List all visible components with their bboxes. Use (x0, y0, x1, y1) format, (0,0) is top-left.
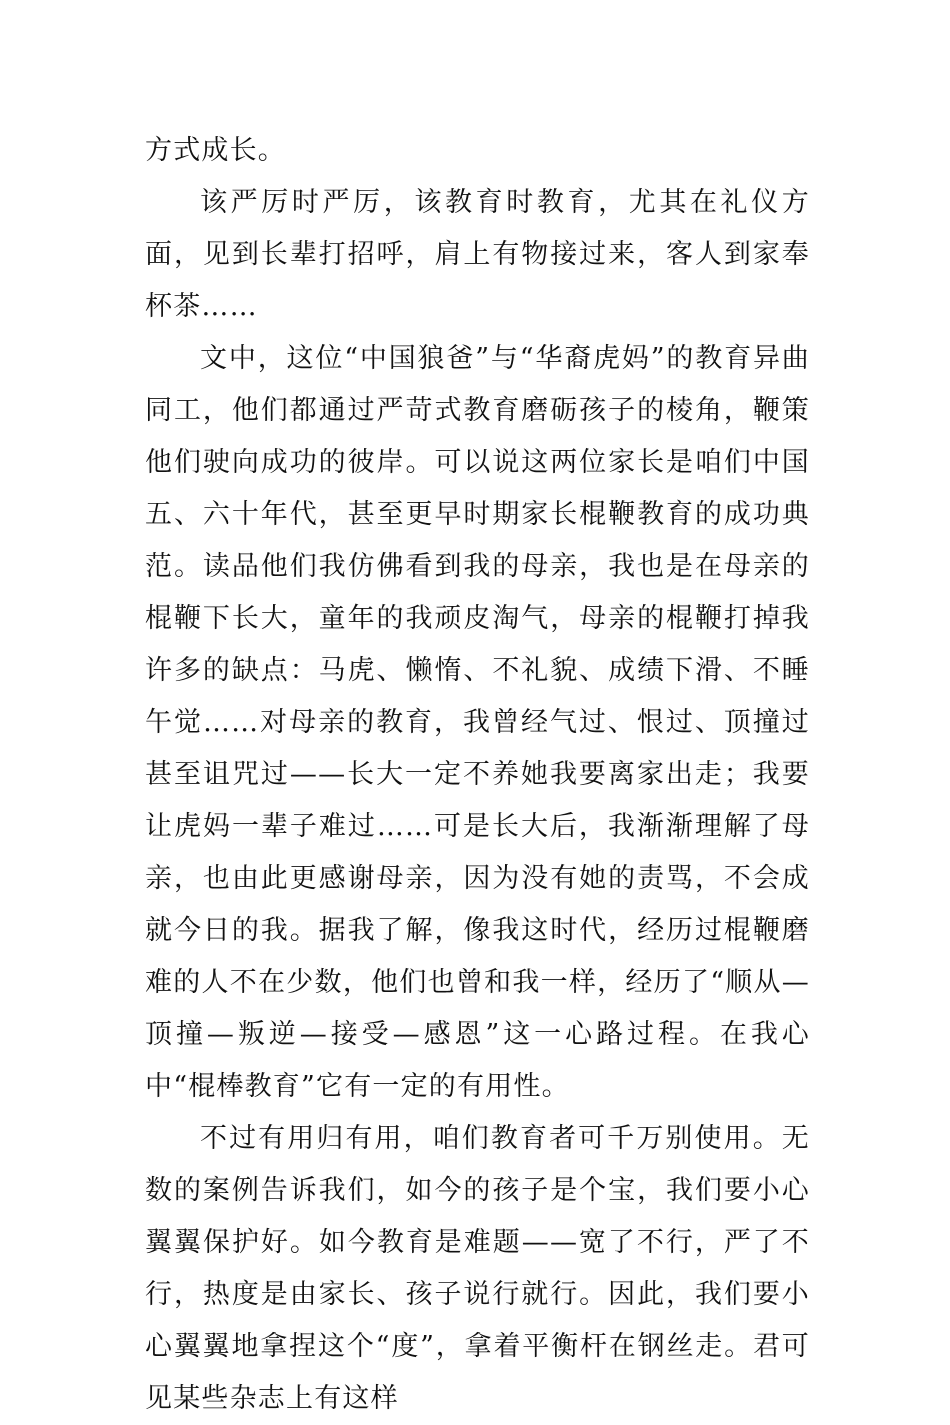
paragraph-strict-parenting: 文中，这位“中国狼爸”与“华裔虎妈”的教育异曲同工，他们都通过严苛式教育磨砺孩子的棱角，鞭策他们驶向成功的彼岸。可以说这两位家长是咱们中国五、六十年代，甚至更早时期家长棍鞭教育的成功典范。读品他们我仿佛看到我的母亲，我也是在母亲的棍鞭下长大，童年的我顽皮淘气，母亲的棍鞭打掉我许多的缺点：马虎、懒惰、不礼貌、成绩下滑、不睡午觉……对母亲的教育，我曾经气过、恨过、顶撞过甚至诅咒过——长大一定不养她我要离家出走；我要让虎妈一辈子难过……可是长大后，我渐渐理解了母亲，也由此更感谢母亲，因为没有她的责骂，不会成就今日的我。据我了解，像我这时代，经历过棍鞭磨难的人不在少数，他们也曾和我一样，经历了“顺从—顶撞—叛逆—接受—感恩”这一心路过程。在我心中“棍棒教育”它有一定的有用性。 (145, 343, 810, 1102)
paragraph-caution: 不过有用归有用，咱们教育者可千万别使用。无数的案例告诉我们，如今的孩子是个宝，我们要小心翼翼保护好。如今教育是难题——宽了不行，严了不行，热度是由家长、孩子说行就行。因此，我们要小心翼翼地拿捏这个“度”，拿着平衡杆在钢丝走。君可见某些杂志上有这样 (145, 1123, 810, 1414)
paragraph-continuation: 方式成长。 (145, 135, 286, 166)
paragraph-etiquette: 该严厉时严厉，该教育时教育，尤其在礼仪方面，见到长辈打招呼，肩上有物接过来，客人到家奉杯茶…… (145, 187, 810, 322)
document-page (145, 125, 810, 1425)
